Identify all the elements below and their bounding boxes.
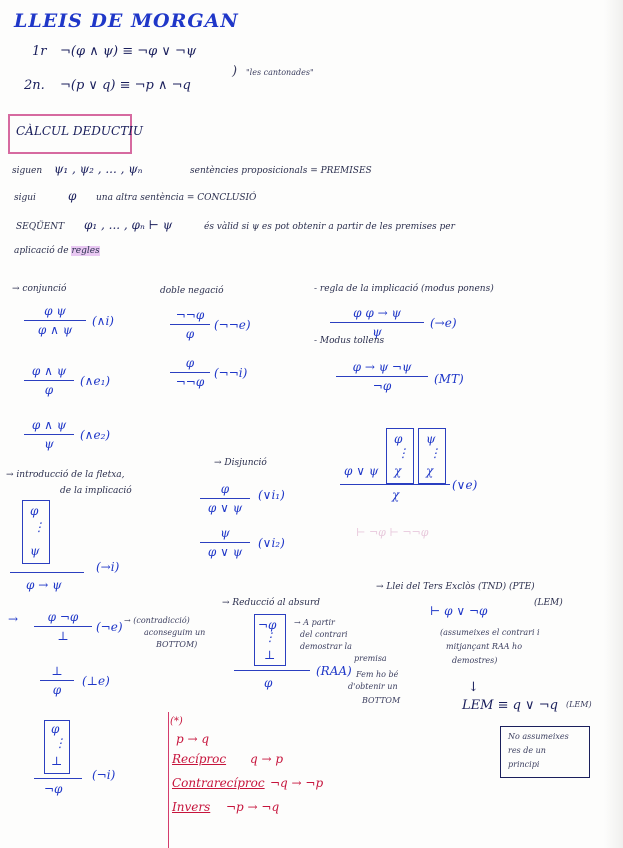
rule-bot-e <box>40 664 74 697</box>
lem-eq-label: (LEM) <box>566 700 592 709</box>
page-edge <box>604 0 623 848</box>
mt-label: (MT) <box>434 372 464 386</box>
raa-note-5: Fem ho bé <box>356 670 399 679</box>
neg-e-label: (¬e) <box>96 620 123 634</box>
raa-dots: ⋮ <box>264 630 276 644</box>
bot-e-num: ⊥ <box>51 664 63 678</box>
conj-i-den: φ ∧ ψ <box>37 323 73 337</box>
conj-e1-den: φ <box>44 383 54 397</box>
bot-e-label: (⊥e) <box>82 674 110 688</box>
dneg-i-label: (¬¬i) <box>214 366 248 380</box>
sidenote-invers: ¬p → ¬q <box>226 800 280 814</box>
conj-i-num: φ ψ <box>44 304 66 318</box>
conj-e2-den: ψ <box>44 437 54 451</box>
dneg-title: doble negació <box>160 286 224 296</box>
disj-e-box1-bot: χ <box>394 464 402 478</box>
disj-i1-num: φ <box>220 482 230 496</box>
faded-text: ⊢ ¬φ ⊢ ¬¬φ <box>356 526 429 539</box>
disj-i1-label: (∨i₁) <box>258 488 285 502</box>
disj-i2-label: (∨i₂) <box>258 536 285 550</box>
law-1-label: 1r <box>32 44 47 59</box>
raa-note-2: del contrari <box>300 630 348 639</box>
rule-disj-i1 <box>200 482 250 515</box>
rule-conj-e1 <box>24 364 74 397</box>
bot-e-den: φ <box>52 683 62 697</box>
neg-e-arrow-icon: → <box>8 612 19 626</box>
rule-disj-i2 <box>200 526 250 559</box>
lem-eq: LEM ≡ q ∨ ¬q <box>462 698 558 713</box>
sidenote-reciproc: q → p <box>250 752 284 766</box>
neg-i-bottom: ⊥ <box>51 754 63 768</box>
mt-title: - Modus tollens <box>314 336 385 346</box>
intro-2b: una altra sentència = CONCLUSIÓ <box>96 193 257 203</box>
lem-note-1: (assumeixes el contrari i <box>440 628 540 637</box>
intro-4a-text: aplicació de <box>14 246 69 256</box>
impl-bar <box>10 572 84 573</box>
neg-i-bar <box>34 778 82 779</box>
intro-3-vars: φ₁ , ... , φₙ ⊢ ψ <box>84 218 173 232</box>
rule-dneg-i <box>170 356 210 389</box>
raa-note-4: premisa <box>354 654 387 663</box>
raa-den: φ <box>264 676 273 690</box>
mp-num: φ φ → ψ <box>353 306 401 320</box>
intro-4a <box>14 246 100 256</box>
neg-e-num: φ ¬φ <box>47 610 79 624</box>
conj-e1-num: φ ∧ ψ <box>31 364 67 378</box>
raa-title: → Reducció al absurd <box>222 598 321 608</box>
raa-label: (RAA) <box>316 664 352 678</box>
raa-note-6: d'obtenir un <box>348 682 398 691</box>
dneg-e-num: ¬¬φ <box>175 308 205 322</box>
conj-e1-label: (∧e₁) <box>80 374 111 388</box>
highlight-rules: regles <box>71 246 100 256</box>
lem-formula: ⊢ φ ∨ ¬φ <box>430 604 488 618</box>
disj-e-box2-top: ψ <box>426 432 436 446</box>
raa-note-1: → A partir <box>294 618 335 627</box>
intro-2-var: φ <box>68 189 77 203</box>
impl-title-2: de la implicació <box>60 486 132 496</box>
lem-note-3: demostres) <box>452 656 498 665</box>
impl-title: → introducció de la fletxa, <box>6 470 125 480</box>
disj-e-box2-dots: ⋮ <box>429 446 441 460</box>
raa-note-7: BOTTOM <box>362 696 401 705</box>
lem-box-1: No assumeixes <box>508 732 569 741</box>
disj-i2-num: ψ <box>220 526 230 540</box>
laws-note: "les cantonades" <box>246 68 314 77</box>
lem-title-2: (LEM) <box>534 598 563 608</box>
raa-bottom: ⊥ <box>264 648 276 662</box>
dneg-e-label: (¬¬e) <box>214 318 251 332</box>
disj-e-den: χ <box>392 488 400 502</box>
lem-box-2: res de un <box>508 746 546 755</box>
lem-title: → Llei del Ters Exclòs (TND) (PTE) <box>376 582 535 592</box>
raa-note-3: demostrar la <box>300 642 352 651</box>
mp-title: - regla de la implicació (modus ponens) <box>314 284 494 294</box>
impl-bottom: ψ <box>30 544 40 558</box>
dneg-i-num: φ <box>185 356 195 370</box>
neg-i-dots: ⋮ <box>54 736 66 750</box>
mp-label: (→e) <box>430 316 457 330</box>
page-title: LLEIS DE MORGAN <box>14 10 239 32</box>
dneg-i-den: ¬¬φ <box>175 375 205 389</box>
rule-conj-e2 <box>24 418 74 451</box>
impl-label: (→i) <box>96 560 120 574</box>
lem-box-3: principi <box>508 760 540 769</box>
sidenote-contrareciproc-label: Contrarecíproc <box>172 776 265 790</box>
law-1: ¬(φ ∧ ψ) ≡ ¬φ ∨ ¬ψ <box>60 44 197 59</box>
disj-i2-den: φ ∨ ψ <box>207 545 243 559</box>
intro-1-vars: ψ₁ , ψ₂ , ... , ψₙ <box>54 162 143 176</box>
neg-e-note-1: → (contradicció) <box>124 616 190 625</box>
intro-1b: sentències proposicionals = PREMISES <box>190 166 372 176</box>
impl-dots: ⋮ <box>33 520 45 534</box>
star-icon: (*) <box>170 716 183 727</box>
law-2: ¬(p ∨ q) ≡ ¬p ∧ ¬q <box>60 78 191 93</box>
rule-dneg-e <box>170 308 210 341</box>
rule-mp <box>330 306 424 339</box>
disj-e-prem: φ ∨ ψ <box>344 464 379 478</box>
rule-mt <box>336 360 428 393</box>
down-arrow-icon: ↓ <box>468 680 479 695</box>
section-heading: CÀLCUL DEDUCTIU <box>16 124 144 138</box>
neg-e-note-3: BOTTOM) <box>156 640 198 649</box>
neg-i-den: ¬φ <box>44 782 63 796</box>
conj-e2-num: φ ∧ ψ <box>31 418 67 432</box>
margin-line <box>168 712 169 848</box>
impl-den: φ → ψ <box>26 578 62 592</box>
mt-den: ¬φ <box>372 379 392 393</box>
intro-3a: SEQÜENT <box>16 222 65 232</box>
intro-2a: sigui <box>14 193 36 203</box>
law-2-label: 2n. <box>24 78 45 93</box>
conj-e2-label: (∧e₂) <box>80 428 111 442</box>
disj-i1-den: φ ∨ ψ <box>207 501 243 515</box>
disj-e-label: (∨e) <box>452 478 478 492</box>
disj-e-box1-dots: ⋮ <box>397 446 409 460</box>
conj-title: → conjunció <box>12 284 67 294</box>
conj-i-label: (∧i) <box>92 314 114 328</box>
rule-neg-e <box>34 610 92 643</box>
sidenote-contrareciproc: ¬q → ¬p <box>270 776 324 790</box>
sidenote-invers-label: Invers <box>172 800 211 814</box>
disj-e-bar <box>340 484 450 485</box>
intro-1a: siguen <box>12 166 43 176</box>
neg-i-top: φ <box>51 722 60 736</box>
disj-e-box1-top: φ <box>394 432 403 446</box>
neg-e-den: ⊥ <box>57 629 69 643</box>
disj-title: → Disjunció <box>214 458 267 468</box>
raa-top: ¬φ <box>258 618 277 632</box>
rule-conj-i <box>24 304 86 337</box>
sidenote-reciproc-label: Recíproc <box>172 752 227 766</box>
lem-note-2: mitjançant RAA ho <box>446 642 523 651</box>
raa-bar <box>234 670 310 671</box>
neg-i-label: (¬i) <box>92 768 116 782</box>
impl-top: φ <box>30 504 39 518</box>
dneg-e-den: φ <box>185 327 195 341</box>
intro-3b: és vàlid si ψ es pot obtenir a partir de les premises per <box>204 222 455 232</box>
disj-e-box2-bot: χ <box>426 464 434 478</box>
sidenote-base: p → q <box>176 732 210 746</box>
mp-den: ψ <box>372 325 382 339</box>
neg-e-note-2: aconseguim un <box>144 628 206 637</box>
mt-num: φ → ψ ¬ψ <box>352 360 412 374</box>
brace-icon: ) <box>232 64 238 79</box>
